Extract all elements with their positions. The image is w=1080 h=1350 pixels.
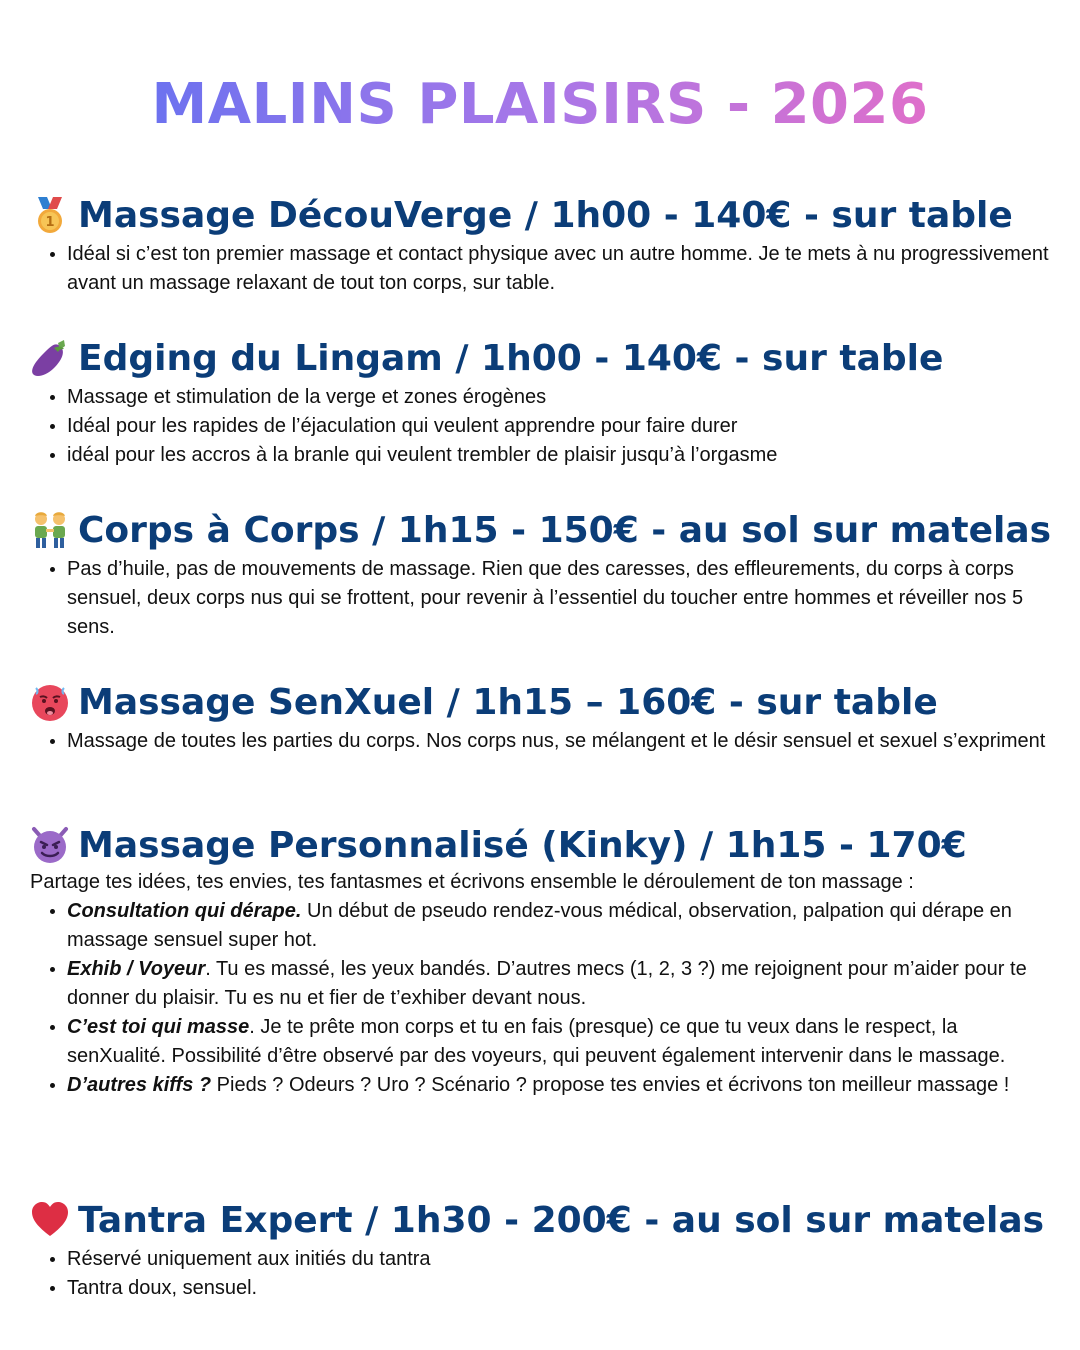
offer-personnalise: [30, 822, 1055, 1100]
offer-details: [30, 1245, 1055, 1303]
list-item: • Idéal pour les rapides de l’éjaculation qui veulent apprendre pour faire durer: [67, 412, 1055, 441]
hot-face-icon: [30, 682, 70, 722]
offer-intro: Partage tes idées, tes envies, tes fantasmes et écrivons ensemble le déroulement de ton massage :: [30, 871, 914, 893]
offer-heading: Massage SenXuel / 1h15 – 160€ - sur table: [30, 679, 1055, 725]
medal-icon: [30, 195, 70, 235]
red-heart-icon: [30, 1200, 70, 1240]
list-item: • C’est toi qui masse. Je te prête mon corps et tu en fais (presque) ce que tu veux dans le respect, la senXualité. Possibilité d’être observé par des voyeurs, qui peuvent également intervenir dans le massage.: [67, 1013, 1055, 1071]
offer-heading: Massage Personnalisé (Kinky) / 1h15 - 170€: [30, 822, 1055, 868]
list-item: • Consultation qui dérape. Un début de pseudo rendez-vous médical, observation, palpation qui dérape en massage sensuel super hot.: [67, 897, 1055, 955]
offer-details: [30, 555, 1055, 642]
list-item: • Idéal si c’est ton premier massage et contact physique avec un autre homme. Je te mets à nu progressivement avant un massage relaxant de tout ton corps, sur table.: [67, 240, 1055, 298]
offer-heading: Corps à Corps / 1h15 - 150€ - au sol sur matelas: [30, 507, 1055, 553]
list-item: • D’autres kiffs ? Pieds ? Odeurs ? Uro ? Scénario ? propose tes envies et écrivons ton meilleur massage !: [67, 1071, 1055, 1100]
offer-senxuel: [30, 679, 1055, 756]
svg-text:1: 1: [45, 215, 55, 230]
list-item: • idéal pour les accros à la branle qui veulent trembler de plaisir jusqu’à l’orgasme: [67, 441, 1055, 470]
list-item: • Exhib / Voyeur. Tu es massé, les yeux bandés. D’autres mecs (1, 2, 3 ?) me rejoignent pour m’aider pour te donner du plaisir. Tu es nu et fier de t’exhiber devant nous.: [67, 955, 1055, 1013]
smiling-devil-icon: [30, 825, 70, 865]
offer-heading: Tantra Expert / 1h30 - 200€ - au sol sur matelas: [30, 1197, 1055, 1243]
offer-details: [30, 240, 1055, 298]
list-item: • Tantra doux, sensuel.: [67, 1274, 1055, 1303]
offer-decouverge: [30, 192, 1055, 298]
offer-details: [30, 383, 1055, 470]
list-item: • Massage de toutes les parties du corps. Nos corps nus, se mélangent et le désir sensuel et sexuel s’expriment: [67, 727, 1055, 756]
offer-tantra: [30, 1197, 1055, 1303]
offer-heading: Edging du Lingam / 1h00 - 140€ - sur table: [30, 335, 1055, 381]
eggplant-icon: [30, 338, 70, 378]
two-men-icon: [30, 510, 70, 550]
list-item: • Réservé uniquement aux initiés du tantra: [67, 1245, 1055, 1274]
offer-edging: [30, 335, 1055, 470]
offer-details: [30, 897, 1055, 1100]
offer-details: [30, 727, 1055, 756]
offer-heading: 1 Massage DécouVerge / 1h00 - 140€ - sur table: [30, 192, 1055, 238]
list-item: • Pas d’huile, pas de mouvements de massage. Rien que des caresses, des effleurements, du corps à corps sensuel, deux corps nus qui se frottent, pour revenir à l’essentiel du toucher entre hommes et réveiller nos 5 sens.: [67, 555, 1055, 642]
list-item: • Massage et stimulation de la verge et zones érogènes: [67, 383, 1055, 412]
page-title: MALINS PLAISIRS - 2026: [0, 72, 1080, 137]
offer-corps-a-corps: [30, 507, 1055, 642]
